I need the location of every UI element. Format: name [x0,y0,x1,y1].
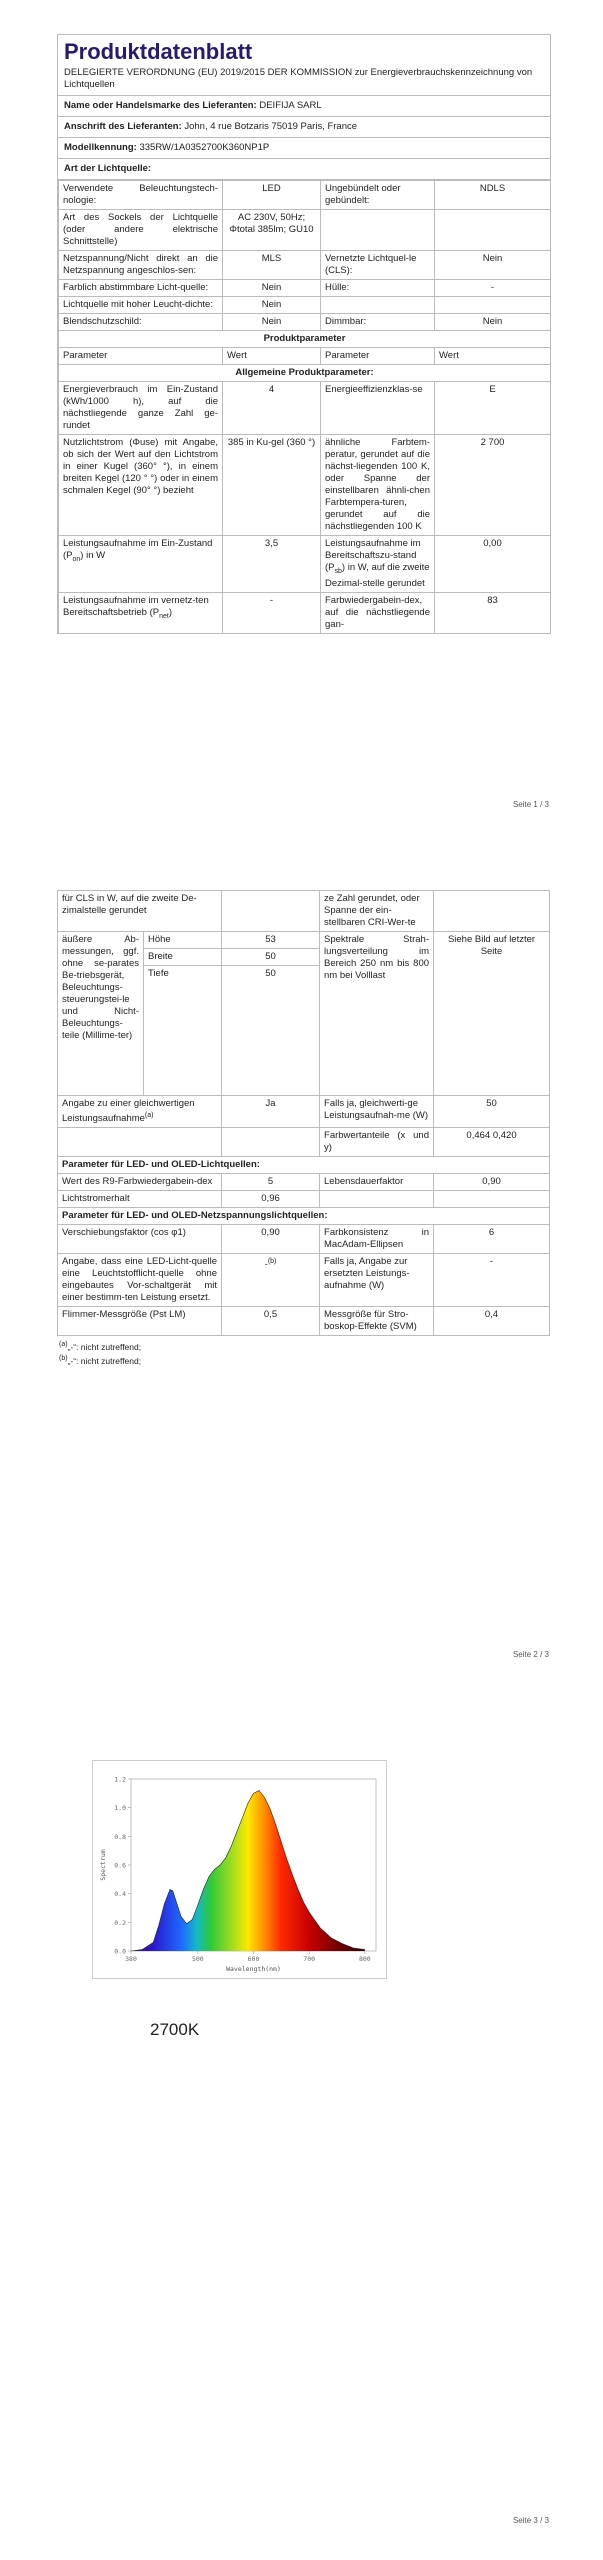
table-row [59,251,551,280]
cell: Vernetzte Lichtquel-le (CLS): [321,251,435,280]
table-row [58,1225,550,1254]
footnote-marker: (b) [59,1354,68,1362]
x-tick-label: 600 [247,1955,260,1963]
cell: LED [223,181,321,210]
cell-subscript: on [72,555,81,563]
cell: Hülle: [321,280,435,297]
x-tick-label: 380 [125,1955,137,1963]
page-number: Seite 3 / 3 [512,2516,549,2525]
cell: Energieeffizienzklas-se [321,382,435,435]
cell: 2 700 [435,435,551,536]
table-row [58,1254,550,1307]
cell: Lichtstromerhalt [58,1191,222,1208]
cell: 0,90 [222,1225,320,1254]
y-tick-label: 0.4 [114,1890,126,1899]
x-tick-label: 500 [191,1955,204,1963]
light-type-row [58,159,550,180]
cell: 83 [435,592,551,633]
cell: Verwendete Beleuchtungstech-nologie: [59,181,223,210]
cell-text: ) in W [80,550,106,561]
cell [58,1096,222,1128]
cell [222,1128,320,1157]
column-header: Wert [435,348,551,365]
table-row [59,210,551,251]
cell: NDLS [435,181,551,210]
cell: Verschiebungsfaktor (cos φ1) [58,1225,222,1254]
regulation-subtitle: DELEGIERTE VERORDNUNG (EU) 2019/2015 DER KOMMISSION zur Energieverbrauchskennzeichnung von Lichtquellen [58,67,550,96]
table-row [59,181,551,210]
cell: 0,464 0,420 [434,1128,550,1157]
column-header: Parameter [321,348,435,365]
cell-text: Leistungsaufnahme im Bereitschaftszu-stand (P [325,538,421,573]
cell [58,1128,222,1157]
cell-text: Leistungsaufnahme im vernetz-ten Bereitschaftsbetrieb (P [63,594,209,618]
cell: Nein [435,251,551,280]
cell: für CLS in W, auf die zweite De-zimalstelle gerundet [58,891,222,932]
footnote-text: „-“: nicht zutreffend; [67,1341,142,1352]
table-row [59,382,551,435]
cell-text: ) [168,606,173,618]
supplier-value: DEIFIJA SARL [259,100,322,111]
cell: ähnliche Farbtem-peratur, gerundet auf die nächst-liegenden 100 K, oder Spanne der einstellbaren ähnli-chen Farbtempera-turen, gerundet auf die nächstliegenden 100 K [321,435,435,536]
table-row [58,1157,550,1174]
model-label: Modellkennung: [64,142,137,153]
cell: - [434,1254,550,1307]
supplier-label: Name oder Handelsmarke des Lieferanten: [64,100,257,111]
cell-text: Leistungsaufnahme im Ein-Zustand (P [63,538,213,561]
cell: 50 [434,1096,550,1128]
cell: Spektrale Strah-lungsverteilung im Bereich 250 nm bis 800 nm bei Volllast [320,932,434,1096]
footnote-marker: (a) [59,1341,68,1349]
x-axis-label: Wavelength(nm) [226,1965,281,1973]
cell-superscript: (b) [267,1258,277,1266]
spectrum-chart [93,1761,386,1978]
cell: Falls ja, Angabe zur ersetzten Leistungs-aufnahme (W) [320,1254,434,1307]
color-temperature-label: 2700K [150,2020,200,2039]
cell [321,536,435,593]
cell: 0,4 [434,1307,550,1336]
table-row [58,1307,550,1336]
cell: 4 [223,382,321,435]
parameters-table [57,890,550,1336]
y-tick-label: 0.8 [114,1832,126,1841]
dimensions-label: äußere Ab-messungen, ggf. ohne se-parates Be-triebsgerät, Beleuchtungs-steuerungstei-le und Nicht-Beleuchtungs-teile (Millime-ter) [58,932,144,1096]
page-number: Seite 2 / 3 [512,1650,549,1659]
section-header: Produktparameter [59,331,551,348]
cell: Angabe, dass eine LED-Licht-quelle eine Leuchtstofflicht-quelle ohne eingebautes Vor-schaltgerät mit einer bestimm-ten Leistung ersetzt. [58,1254,222,1307]
cell: - [223,592,321,633]
spectrum-chart-frame [92,1760,387,1979]
y-tick-label: 1.2 [114,1775,126,1784]
column-header: Parameter [59,348,223,365]
y-tick-label: 0.0 [114,1947,126,1956]
cell: 0,5 [222,1307,320,1336]
cell: Wert des R9-Farbwiedergabein-dex [58,1174,222,1191]
table-row [59,314,551,331]
table-row [58,1191,550,1208]
cell: Tiefe [144,966,222,1096]
cell: Energieverbrauch im Ein-Zustand (kWh/1000 h), auf die nächstliegende ganze Zahl ge-rundet [59,382,223,435]
address-value: John, 4 rue Botzaris 75019 Paris, France [184,121,358,132]
y-tick-label: 1.0 [114,1804,126,1813]
cell: 385 in Ku-gel (360 °) [223,435,321,536]
cell [434,1191,550,1208]
cell: Nein [223,314,321,331]
cell-text: ) in W, auf die zweite Dezimal-stelle gerundet [325,562,430,589]
footnote-text: „-“: nicht zutreffend; [67,1355,142,1366]
cell: Falls ja, gleichwerti-ge Leistungsaufnah-me (W) [320,1096,434,1128]
table-row [59,331,551,348]
cell: Lebensdauerfaktor [320,1174,434,1191]
cell: Art des Sockels der Lichtquelle (oder andere elektrische Schnittstelle) [59,210,223,251]
y-axis-label: Spectrum [99,1849,107,1881]
cell: 0,90 [434,1174,550,1191]
table-row [59,297,551,314]
cell: Breite [144,949,222,966]
cell: Nutzlichtstrom (Φuse) mit Angabe, ob sich der Wert auf den Lichtstrom in einer Kugel (360° °), in einem breiten Kegel (120 ° °) oder in einem schmalen Kegel (90° °) bezieht [59,435,223,536]
model-row [58,138,550,159]
cell: Höhe [144,932,222,949]
x-tick-label: 800 [358,1955,371,1963]
table-row [59,536,551,593]
cell: Messgröße für Stro-boskop-Effekte (SVM) [320,1307,434,1336]
cell [435,297,551,314]
cell [59,536,223,593]
cell: 50 [222,949,320,966]
cell: 0,00 [435,536,551,593]
cell-subscript: sb [334,567,342,575]
cell: - [435,280,551,297]
cell: 3,5 [223,536,321,593]
cell-text: - [264,1259,268,1271]
datasheet-table-p2 [57,890,549,1367]
cell: Dimmbar: [321,314,435,331]
table-row [58,1096,550,1128]
cell: 5 [222,1174,320,1191]
cell: Nein [223,297,321,314]
light-source-table [58,180,551,634]
cell: MLS [223,251,321,280]
cell: Netzspannung/Nicht direkt an die Netzspannung angeschlos-sen: [59,251,223,280]
cell [321,210,435,251]
cell [222,891,320,932]
y-tick-label: 0.2 [114,1918,126,1927]
table-row [58,1128,550,1157]
section-header: Allgemeine Produktparameter: [59,365,551,382]
table-header-row [59,348,551,365]
table-row [59,592,551,633]
cell-subscript: net [159,612,169,620]
cell [222,1254,320,1307]
table-row [58,1174,550,1191]
cell: Nein [223,280,321,297]
model-value: 335RW/1A0352700K360NP1P [139,142,270,153]
cell: Lichtquelle mit hoher Leucht-dichte: [59,297,223,314]
cell-text: Angabe zu einer gleichwertigen Leistungsaufnahme [62,1098,195,1125]
table-row [58,891,550,932]
cell: Ungebündelt oder gebündelt: [321,181,435,210]
section-header: Parameter für LED- und OLED-Netzspannungslichtquellen: [58,1208,550,1225]
address-label: Anschrift des Lieferanten: [64,121,182,132]
cell-superscript: (a) [144,1112,154,1119]
cell [321,297,435,314]
table-row [59,365,551,382]
page-3 [0,1720,603,2560]
cell [59,592,223,633]
table-row [59,280,551,297]
cell: Farbwiedergabein-dex, auf die nächstliegende gan- [321,592,435,633]
table-row [58,932,550,949]
cell: Ja [222,1096,320,1128]
section-header: Parameter für LED- und OLED-Lichtquellen: [58,1157,550,1174]
x-tick-label: 700 [303,1955,316,1963]
cell: Nein [435,314,551,331]
spectrum-area [131,1791,365,1952]
cell [434,891,550,932]
supplier-row [58,96,550,117]
table-row [59,435,551,536]
y-tick-label: 0.6 [114,1861,126,1870]
cell: Siehe Bild auf letzter Seite [434,932,550,1096]
cell: E [435,382,551,435]
cell: 53 [222,932,320,949]
footnote-a [57,1339,549,1353]
address-row [58,117,550,138]
cell: Farblich abstimmbare Licht-quelle: [59,280,223,297]
page-title: Produktdatenblatt [64,39,253,64]
cell [320,1191,434,1208]
cell: 0,96 [222,1191,320,1208]
cell: ze Zahl gerundet, oder Spanne der ein-stellbaren CRI-Wer-te [320,891,434,932]
cell [435,210,551,251]
page-number: Seite 1 / 3 [512,800,549,809]
table-row [58,1208,550,1225]
light-type-label: Art der Lichtquelle: [64,163,152,174]
datasheet-table-p1 [57,34,551,634]
cell: 50 [222,966,320,1096]
cell: Farbwertanteile (x und y) [320,1128,434,1157]
column-header: Wert [223,348,321,365]
cell: 6 [434,1225,550,1254]
cell: Flimmer-Messgröße (Pst LM) [58,1307,222,1336]
cell: Blendschutzschild: [59,314,223,331]
page-1 [0,0,603,820]
footnote-b [57,1353,549,1367]
page-2 [0,860,603,1680]
cell: AC 230V, 50Hz; Φtotal 385lm; GU10 [223,210,321,251]
cell: Farbkonsistenz in MacAdam-Ellipsen [320,1225,434,1254]
